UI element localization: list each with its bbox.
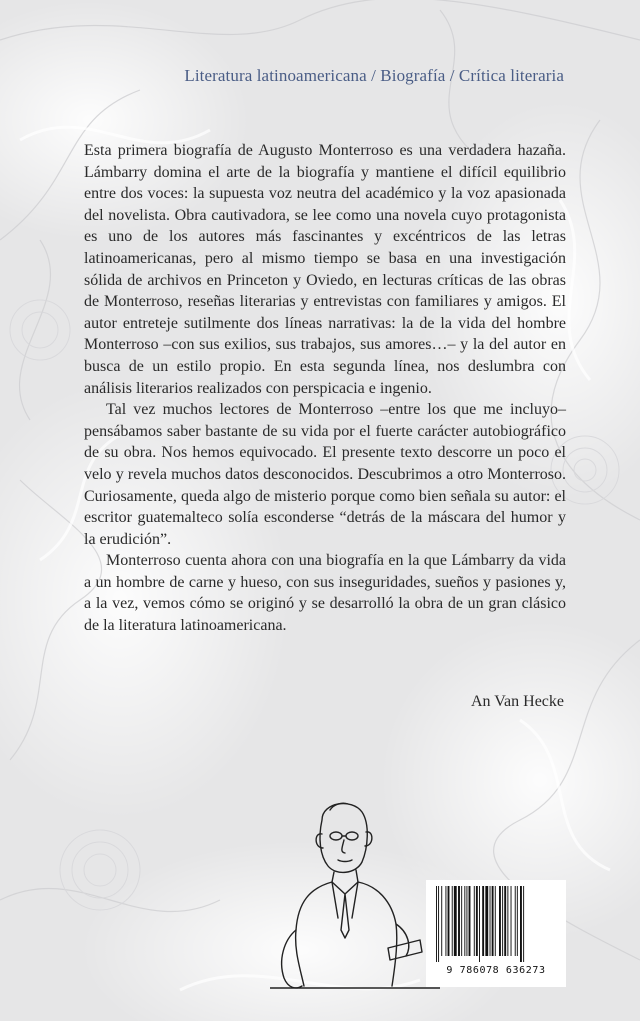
barcode-bar bbox=[441, 886, 442, 956]
barcode-icon bbox=[432, 886, 560, 962]
barcode-bar bbox=[499, 886, 501, 956]
barcode-bar bbox=[515, 886, 516, 956]
barcode-bar bbox=[461, 886, 462, 956]
barcode-bar bbox=[485, 886, 488, 956]
barcode-bar bbox=[502, 886, 503, 956]
barcode-bar bbox=[464, 886, 465, 956]
barcode-bar bbox=[495, 886, 496, 956]
barcode-bar bbox=[474, 886, 475, 956]
barcode-bar bbox=[507, 886, 508, 956]
barcode-bar bbox=[458, 886, 460, 956]
barcode-bar bbox=[466, 886, 467, 956]
barcode-bar bbox=[436, 886, 437, 962]
blurb-paragraph-1: Esta primera biografía de Augusto Monterroso es una verdadera hazaña. Lámbarry domina el arte de la biografía y mantiene el difícil equilibrio entre dos voces: la supuesta voz neutra del académico y la voz apasionada del novelista. Obra cautivadora, se lee como una novela cuyo protagonista es uno de los autores más fascinantes y excéntricos de las letras latinoamericanas, pero al mismo tiempo se basa en una investigación sólida de archivos en Princeton y Oviedo, en lecturas críticas de las obras de Monterroso, reseñas literarias y entrevistas con familiares y amigos. El autor entreteje sutilmente dos líneas narrativas: la de la vida del hombre Monterroso –con sus exilios, sus trabajos, sus amores…– y la del autor en busca de un estilo propio. En esta segunda línea, nos deslumbra con análisis literarios realizados con perspicacia e ingenio. bbox=[84, 142, 566, 397]
barcode-bar bbox=[476, 886, 478, 956]
blurb-author-signature: An Van Hecke bbox=[470, 693, 564, 710]
barcode-bar bbox=[511, 886, 512, 956]
barcode-bar bbox=[482, 886, 484, 956]
barcode-bar bbox=[523, 886, 524, 962]
barcode-bar bbox=[504, 886, 506, 956]
barcode-bar bbox=[469, 886, 471, 956]
barcode-bar bbox=[448, 886, 450, 956]
category-header: Literatura latinoamericana / Biografía / Crítica literaria bbox=[184, 66, 564, 85]
barcode-bar bbox=[517, 886, 518, 956]
caricature-illustration bbox=[270, 790, 440, 995]
back-cover-blurb bbox=[84, 140, 566, 637]
barcode-bar bbox=[490, 886, 491, 956]
barcode-bar bbox=[520, 886, 522, 962]
blurb-paragraph-3: Monterroso cuenta ahora con una biografía en la que Lámbarry da vida a un hombre de carne y hueso, con sus inseguridades, sueños y pasiones y, a la vez, vemos cómo se originó y se desarrolló la obra de un gran clásico de la literatura latinoamericana. bbox=[84, 552, 566, 635]
barcode-bar bbox=[452, 886, 453, 956]
barcode-bar bbox=[445, 886, 446, 956]
barcode-bar bbox=[479, 886, 480, 962]
isbn-number: 9 786078 636273 bbox=[446, 965, 546, 976]
isbn-barcode bbox=[426, 880, 566, 987]
barcode-bar bbox=[492, 886, 494, 956]
barcode-bar bbox=[438, 886, 439, 962]
blurb-paragraph-2: Tal vez muchos lectores de Monterroso –entre los que me incluyo– pensábamos saber bastante de su vida por el fuerte carácter autobiográfico de su obra. Nos hemos equivocado. El presente texto descorre un poco el velo y revela muchos datos desconocidos. Descubrimos a otro Monterroso. Curiosamente, queda algo de misterio porque como bien señala su autor: el escritor guatemalteco solía esconderse “detrás de la máscara del humor y la erudición”. bbox=[84, 401, 566, 548]
barcode-bar bbox=[454, 886, 457, 956]
